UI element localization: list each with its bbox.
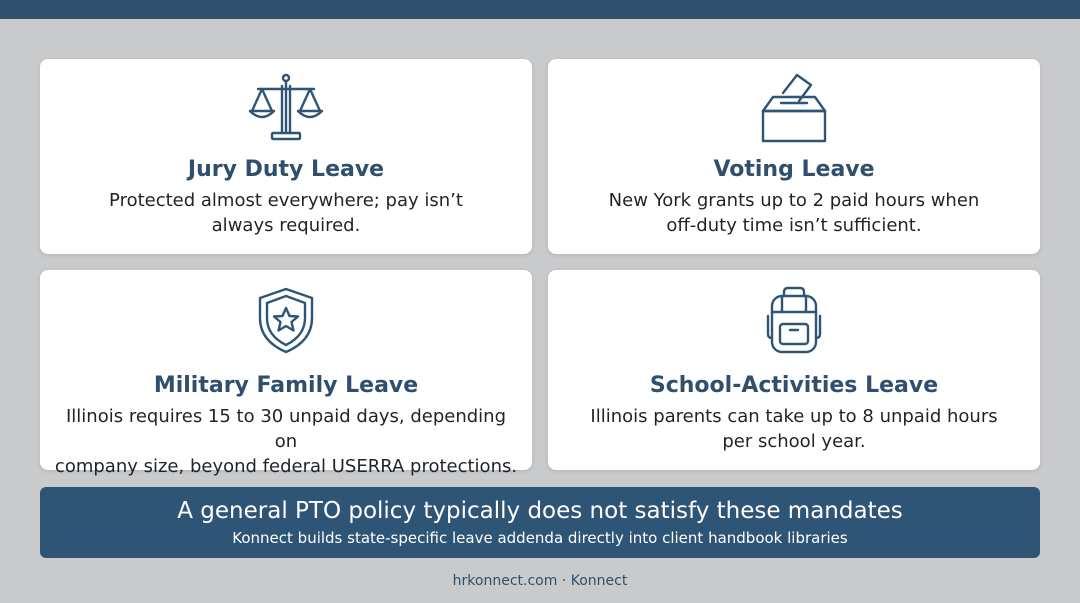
- top-bar: [0, 0, 1080, 19]
- card-description-line: per school year.: [722, 431, 866, 452]
- card-description-line: off-duty time isn’t sufficient.: [666, 215, 922, 236]
- card-description: [54, 404, 518, 479]
- card-military-family-leave: [40, 270, 532, 477]
- card-description-line: always required.: [211, 215, 361, 236]
- card-description: [54, 188, 518, 238]
- card-description: [562, 404, 1026, 454]
- footer-text: hrkonnect.com · Konnect: [452, 573, 628, 589]
- backpack-icon: [764, 286, 824, 354]
- card-jury-duty-leave: [40, 59, 532, 254]
- card-description-line: Protected almost everywhere; pay isn’t: [109, 190, 463, 211]
- banner-subtitle: Konnect builds state-specific leave addenda directly into client handbook libraries: [232, 529, 848, 547]
- card-description-line: Illinois parents can take up to 8 unpaid hours: [590, 406, 998, 427]
- scales-of-justice-icon: [248, 73, 324, 143]
- card-school-activities-leave: [548, 270, 1040, 470]
- shield-star-icon: [256, 286, 316, 354]
- card-description-line: New York grants up to 2 paid hours when: [608, 190, 980, 211]
- card-description-line: company size, beyond federal USERRA protections.: [54, 456, 518, 477]
- card-title: Military Family Leave: [153, 373, 419, 398]
- card-voting-leave: [548, 59, 1040, 254]
- card-description: [562, 188, 1026, 238]
- card-description-line: Illinois requires 15 to 30 unpaid days, depending on: [66, 406, 506, 452]
- summary-banner: [40, 487, 1040, 558]
- ballot-box-icon: [759, 73, 829, 143]
- banner-title: A general PTO policy typically does not satisfy these mandates: [177, 498, 903, 524]
- card-title: Voting Leave: [713, 157, 875, 182]
- card-title: Jury Duty Leave: [187, 157, 385, 182]
- card-title: School-Activities Leave: [649, 373, 939, 398]
